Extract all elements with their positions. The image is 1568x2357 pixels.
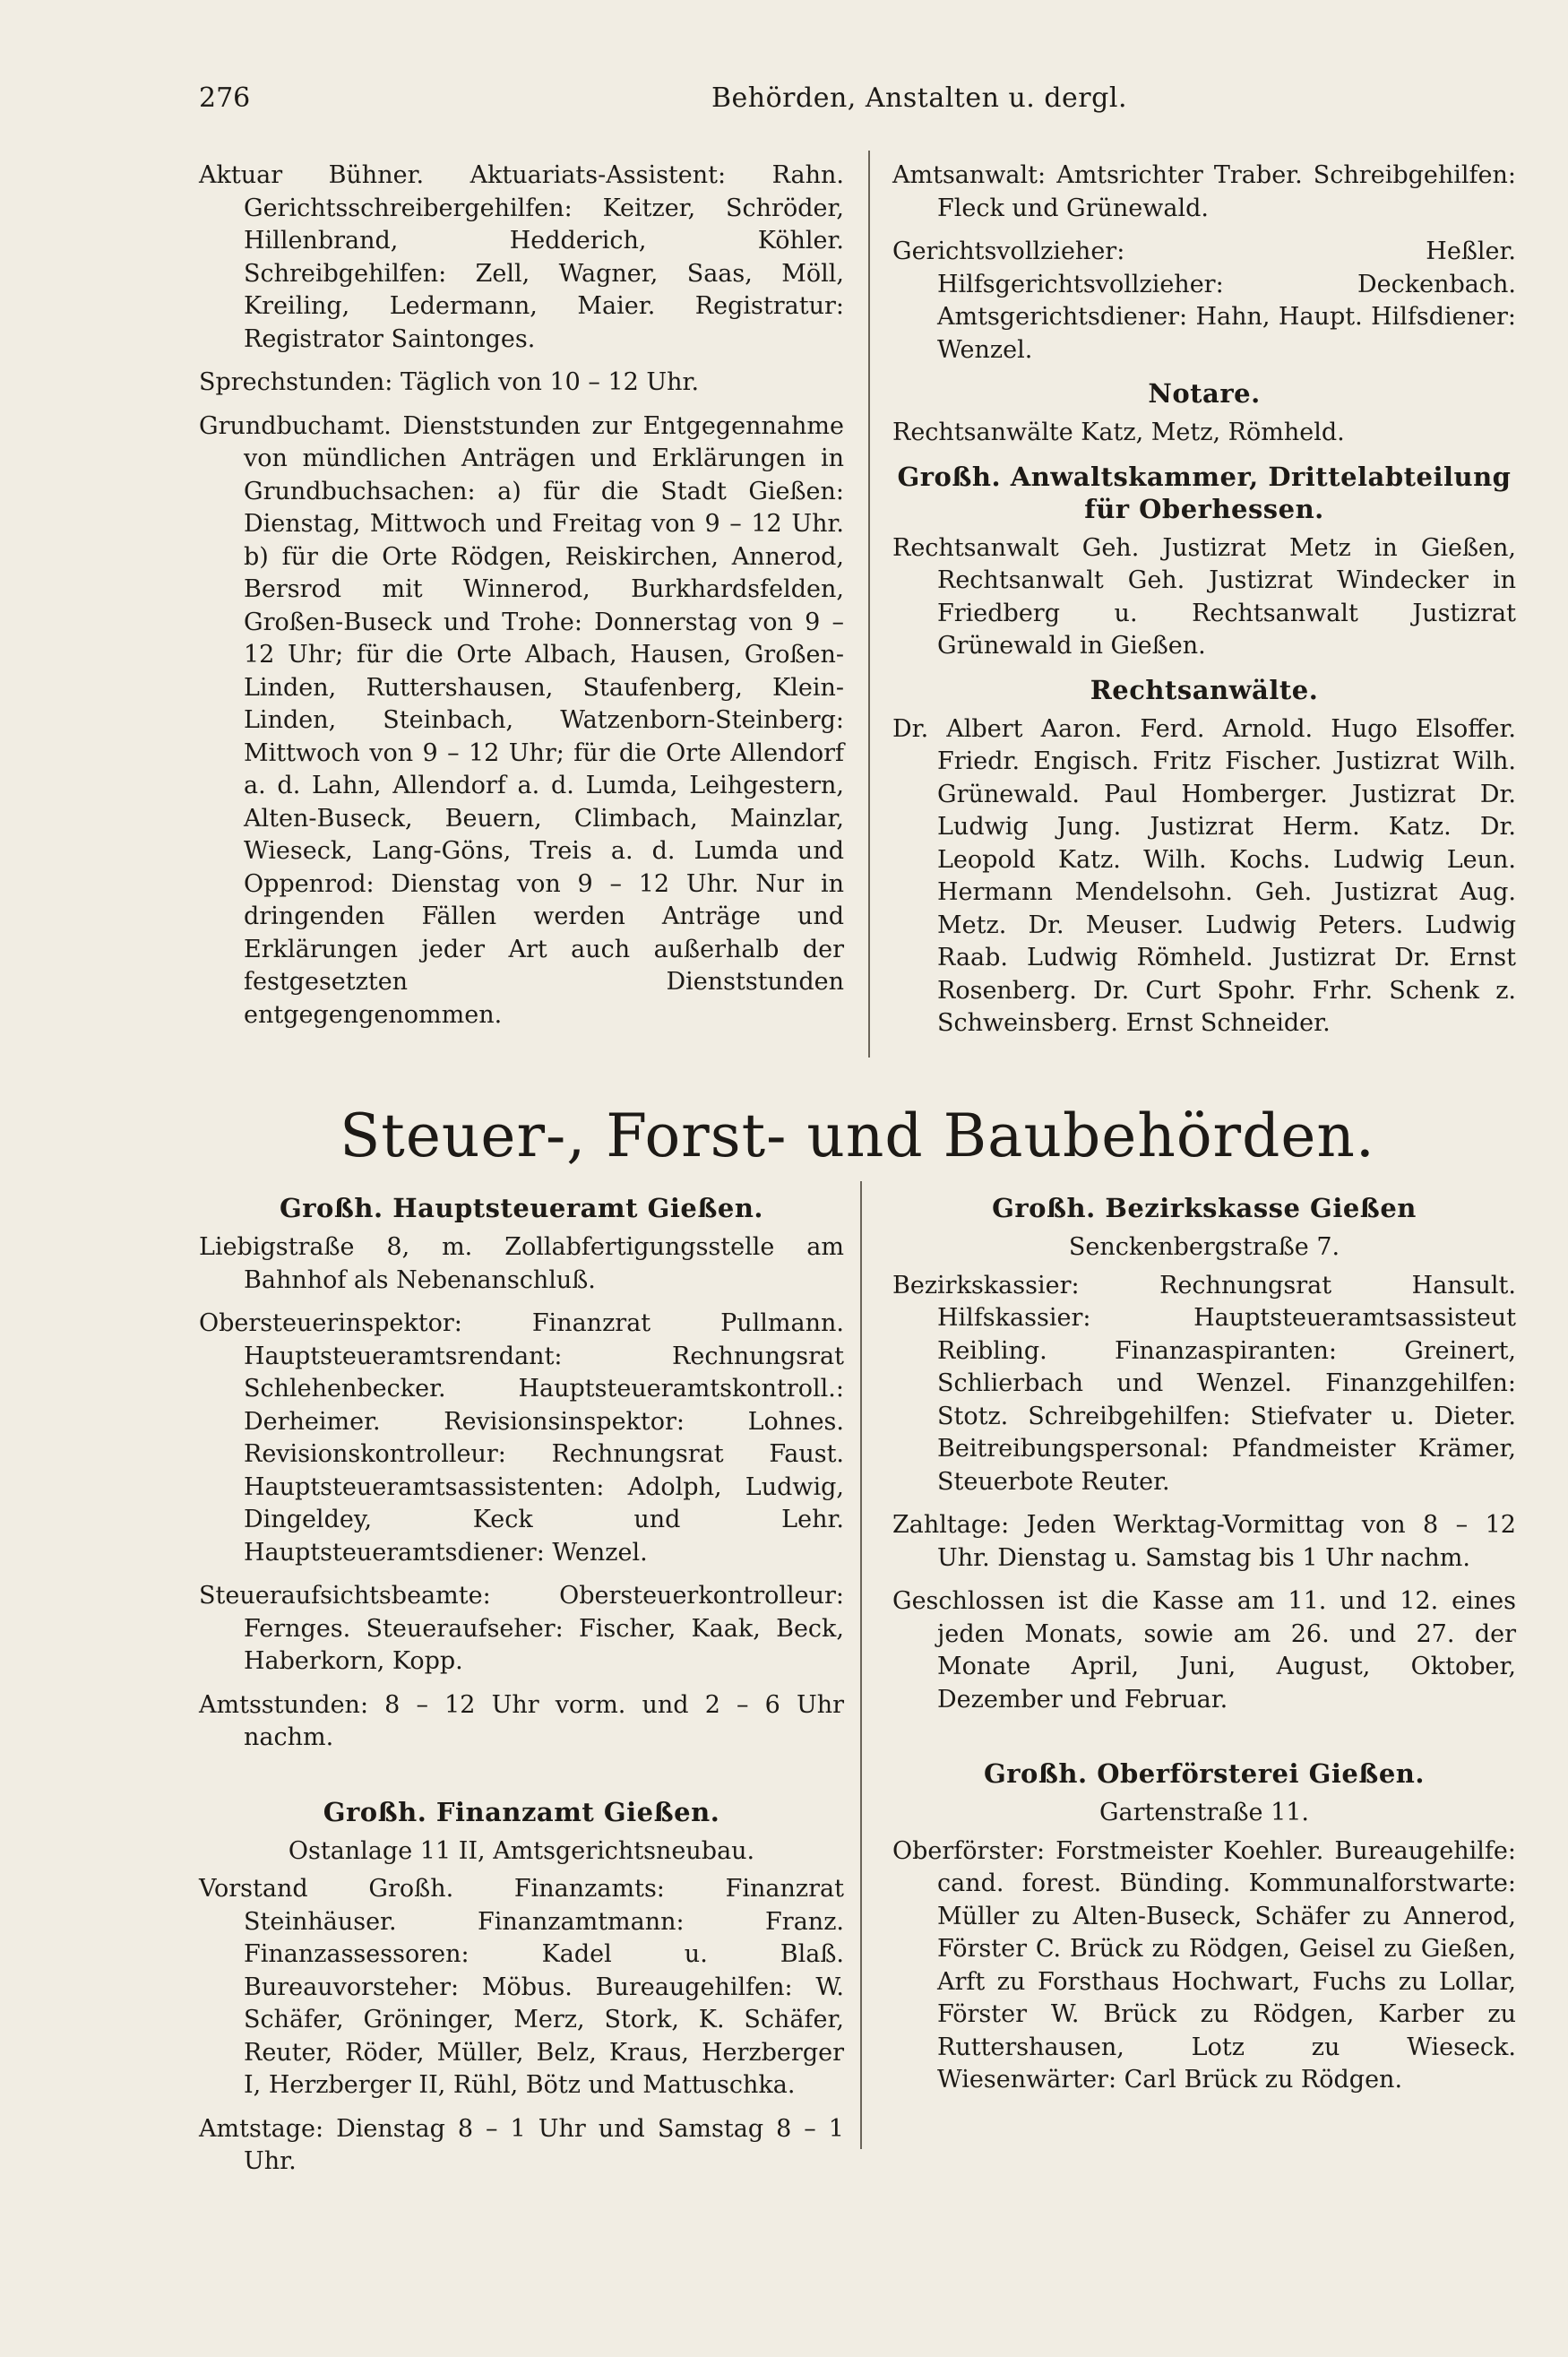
- paragraph-sprechstunden: Sprechstunden: Täglich von 10 – 12 Uhr.: [199, 368, 700, 396]
- paragraph-steueraufsicht: Steueraufsichtsbeamte: Obersteuerkontrolleur: Fernges. Steueraufseher: Fischer, Kaak, Beck, Haberkorn, Kopp.: [199, 1582, 844, 1675]
- paragraph-amtsanwalt: Amtsanwalt: Amtsrichter Traber. Schreibgehilfen: Fleck und Grünewald.: [892, 161, 1516, 222]
- oberfoersterei-address: Gartenstraße 11.: [1098, 1799, 1310, 1826]
- heading-bezirkskasse: Großh. Bezirkskasse Gießen: [992, 1193, 1417, 1223]
- column-divider-top: [868, 151, 870, 1058]
- paragraph-anwaltskammer: Rechtsanwalt Geh. Justizrat Metz in Gießen, Rechtsanwalt Geh. Justizrat Windecker in Friedberg u. Rechtsanwalt Justizrat Grünewald in Gießen.: [892, 533, 1516, 660]
- page-number: 276: [199, 82, 251, 114]
- paragraph-finanzamt-staff: Vorstand Großh. Finanzamts: Finanzrat Steinhäuser. Finanzamtmann: Franz. Finanzassessoren: Kadel u. Blaß. Bureauvorsteher: Möbus. Bureaugehilfen: W. Schäfer, Gröninger, Merz, Stork, K. Schäfer, Reuter, Röder, Müller, Belz, Kraus, Herzberger I, Herzberger II, Rühl, Bötz und Mattuschka.: [199, 1875, 844, 2099]
- paragraph-amtsstunden: Amtsstunden: 8 – 12 Uhr vorm. und 2 – 6 Uhr nachm.: [199, 1690, 844, 1751]
- heading-anwaltskammer: Großh. Anwaltskammer, Drittelabteilung für Oberhessen.: [897, 461, 1512, 524]
- heading-rechtsanwaelte: Rechtsanwälte.: [1090, 674, 1319, 705]
- paragraph-geschlossen: Geschlossen ist die Kasse am 11. und 12. eines jeden Monats, sowie am 26. und 27. der Monate April, Juni, August, Oktober, Dezember und Februar.: [892, 1587, 1516, 1714]
- spacer: [199, 1766, 844, 1789]
- paragraph-hauptsteueramt-staff: Obersteuerinspektor: Finanzrat Pullmann. Hauptsteueramtsrendant: Rechnungsrat Schlehenbecker. Hauptsteueramtskontroll.: Derheimer. Revisionsinspektor: Lohnes. Revisionskontrolleur: Rechnungsrat Faust. Hauptsteueramtsassistenten: Adolph, Ludwig, Dingeldey, Keck und Lehr. Hauptsteueramtsdiener: Wenzel.: [199, 1309, 844, 1567]
- paragraph-grundbuchamt: Grundbuchamt. Dienststunden zur Entgegennahme von mündlichen Anträgen und Erklärungen in Grundbuchsachen: a) für die Stadt Gießen: Dienstag, Mittwoch und Freitag von 9 – 12 Uhr. b) für die Orte Rödgen, Reiskirchen, Annerod, Bersrod mit Winnerod, Burkhardsfelden, Großen-Buseck und Trohe: Donnerstag von 9 – 12 Uhr; für die Orte Albach, Hausen, Großen-Linden, Ruttershausen, Staufenberg, Klein-Linden, Steinbach, Watzenborn-Steinberg: Mittwoch von 9 – 12 Uhr; für die Orte Allendorf a. d. Lahn, Allendorf a. d. Lumda, Leihgestern, Alten-Buseck, Beuern, Climbach, Mainzlar, Wieseck, Lang-Göns, Treis a. d. Lumda und Oppenrod: Dienstag von 9 – 12 Uhr. Nur in dringenden Fällen werden Anträge und Erklärungen jeder Art auch außerhalb der festgesetzten Dienststunden entgegengenommen.: [199, 411, 844, 1029]
- heading-notare: Notare.: [1148, 378, 1261, 409]
- paragraph-oberfoersterei-staff: Oberförster: Forstmeister Koehler. Bureaugehilfe: cand. forest. Bünding. Kommunalforstwarte: Müller zu Alten-Buseck, Schäfer zu Annerod, Förster C. Brück zu Rödgen, Geisel zu Gießen, Arft zu Forsthaus Hochwart, Fuchs zu Lollar, Förster W. Brück zu Rödgen, Karber zu Ruttershausen, Lotz zu Wieseck. Wiesenwärter: Carl Brück zu Rödgen.: [892, 1836, 1516, 2094]
- column-left-bottom: [199, 1185, 844, 2189]
- column-divider-bottom: [860, 1181, 862, 2149]
- column-left-top: [199, 160, 844, 1042]
- paragraph-bezirkskasse-staff: Bezirkskassier: Rechnungsrat Hansult. Hilfskassier: Hauptsteueramtsassisteut Reibling. Finanzaspiranten: Greinert, Schlierbach und Wenzel. Finanzgehilfen: Stotz. Schreibgehilfen: Stiefvater u. Dieter. Beitreibungspersonal: Pfandmeister Krämer, Steuerbote Reuter.: [892, 1271, 1516, 1496]
- spacer: [892, 1727, 1516, 1750]
- paragraph-finanzamt-amtstage: Amtstage: Dienstag 8 – 1 Uhr und Samstag 8 – 1 Uhr.: [199, 2114, 844, 2175]
- paragraph-amtsgericht-staff: Aktuar Bühner. Aktuariats-Assistent: Rahn. Gerichtsschreibergehilfen: Keitzer, Schröder, Hillenbrand, Hedderich, Köhler. Schreibgehilfen: Zell, Wagner, Saas, Möll, Kreiling, Ledermann, Maier. Registratur: Registrator Saintonges.: [199, 161, 844, 353]
- heading-hauptsteueramt: Großh. Hauptsteueramt Gießen.: [280, 1193, 763, 1223]
- running-title: Behörden, Anstalten u. dergl.: [711, 82, 1127, 114]
- heading-finanzamt: Großh. Finanzamt Gießen.: [323, 1796, 720, 1827]
- paragraph-zahltage: Zahltage: Jeden Werktag-Vormittag von 8 – 12 Uhr. Dienstag u. Samstag bis 1 Uhr nachm.: [892, 1511, 1516, 1572]
- page-header: [199, 82, 1127, 127]
- section-title: Steuer-, Forst- und Baubehörden.: [340, 1101, 1375, 1170]
- bezirkskasse-address: Senckenbergstraße 7.: [1068, 1233, 1340, 1261]
- column-right-bottom: [892, 1185, 1516, 2108]
- paragraph-gerichtsvollzieher: Gerichtsvollzieher: Heßler. Hilfsgerichtsvollzieher: Deckenbach. Amtsgerichtsdiener: Hahn, Haupt. Hilfsdiener: Wenzel.: [892, 237, 1516, 364]
- finanzamt-address: Ostanlage 11 II, Amtsgerichtsneubau.: [288, 1836, 755, 1865]
- column-right-top: [892, 160, 1516, 1051]
- paragraph-hauptsteueramt-address: Liebigstraße 8, m. Zollabfertigungsstelle am Bahnhof als Nebenanschluß.: [199, 1233, 844, 1294]
- paragraph-rechtsanwaelte: Dr. Albert Aaron. Ferd. Arnold. Hugo Elsoffer. Friedr. Engisch. Fritz Fischer. Justizrat Wilh. Grünewald. Paul Homberger. Justizrat Dr. Ludwig Jung. Justizrat Herm. Katz. Dr. Leopold Katz. Wilh. Kochs. Ludwig Leun. Hermann Mendelsohn. Geh. Justizrat Aug. Metz. Dr. Meuser. Ludwig Peters. Ludwig Raab. Ludwig Römheld. Justizrat Dr. Ernst Rosenberg. Dr. Curt Spohr. Frhr. Schenk z. Schweinsberg. Ernst Schneider.: [892, 714, 1516, 1037]
- paragraph-notare: Rechtsanwälte Katz, Metz, Römheld.: [892, 419, 1345, 446]
- heading-oberfoersterei: Großh. Oberförsterei Gießen.: [984, 1758, 1425, 1789]
